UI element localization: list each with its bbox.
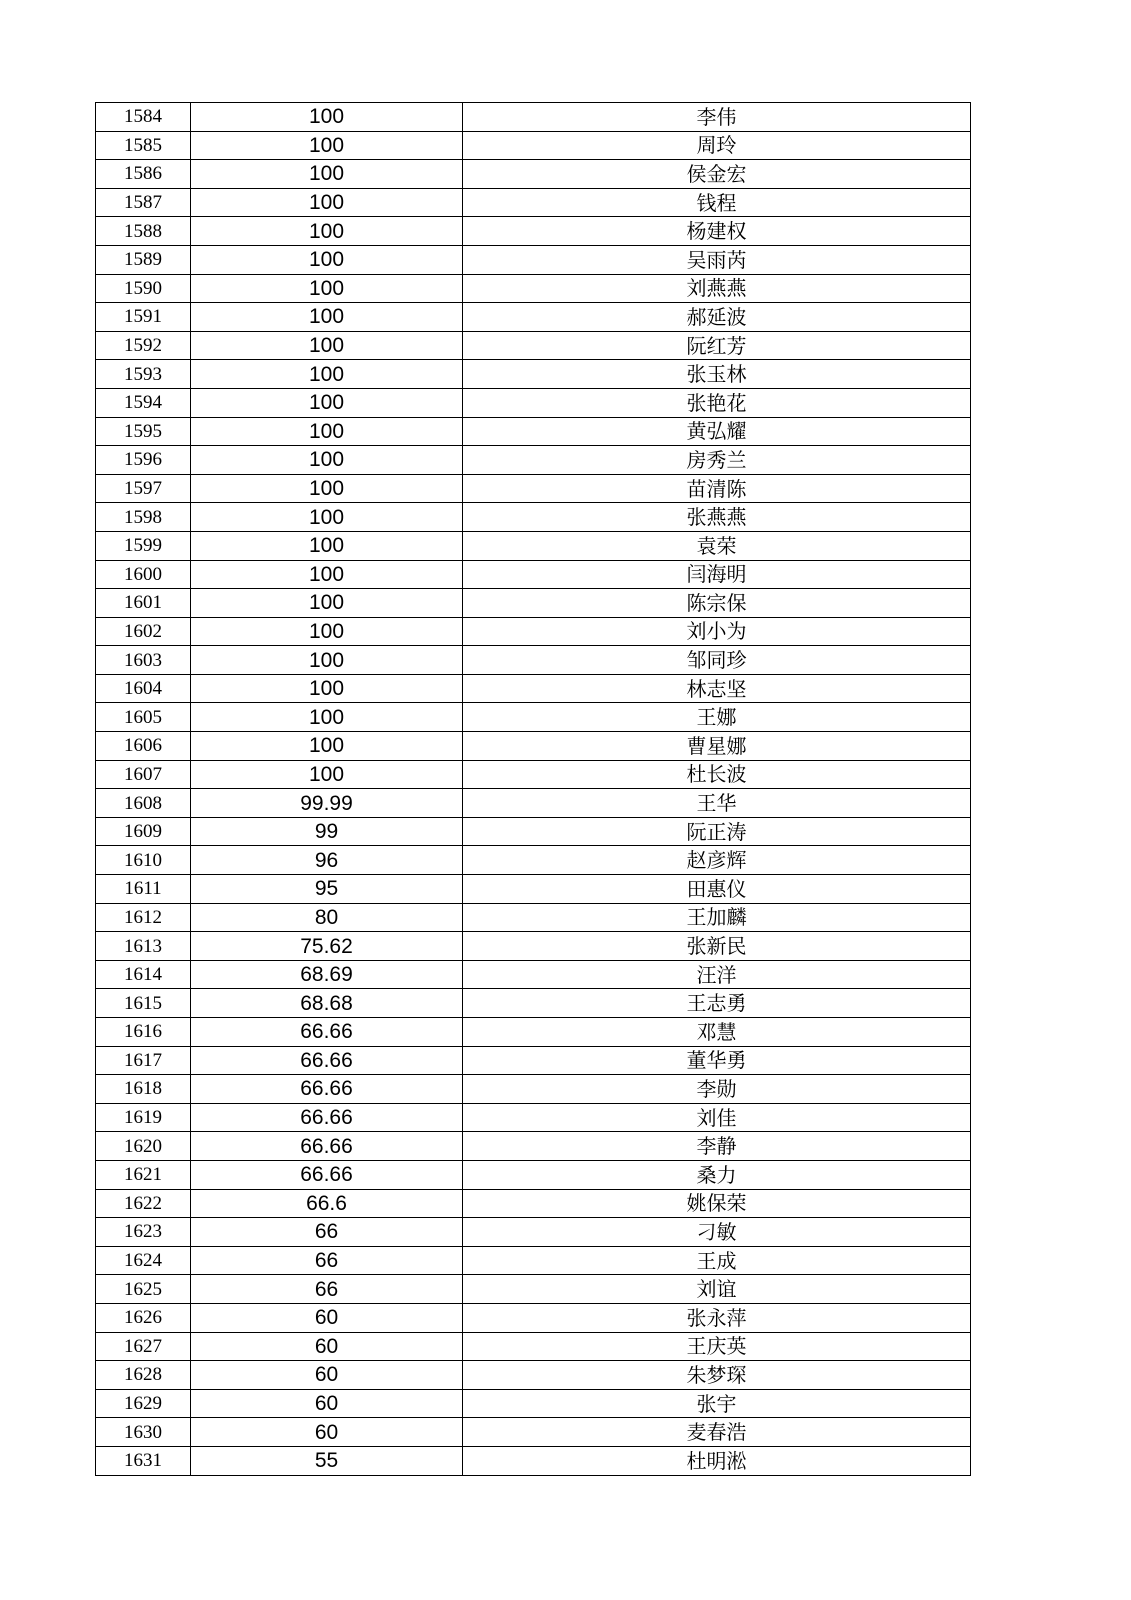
amount-cell: 99 — [191, 817, 463, 846]
name-cell: 张永萍 — [463, 1303, 971, 1332]
table-row — [96, 760, 971, 789]
table-row — [96, 160, 971, 189]
name-cell: 张艳花 — [463, 388, 971, 417]
name-cell: 刘小为 — [463, 617, 971, 646]
row-number-cell: 1619 — [96, 1103, 191, 1132]
amount-cell: 96 — [191, 846, 463, 875]
amount-cell: 100 — [191, 446, 463, 475]
table-row — [96, 474, 971, 503]
name-cell: 陈宗保 — [463, 589, 971, 618]
row-number-cell: 1600 — [96, 560, 191, 589]
name-cell: 刘燕燕 — [463, 274, 971, 303]
amount-cell: 60 — [191, 1361, 463, 1390]
name-cell: 李勋 — [463, 1075, 971, 1104]
amount-cell: 99.99 — [191, 789, 463, 818]
row-number-cell: 1597 — [96, 474, 191, 503]
amount-cell: 100 — [191, 217, 463, 246]
name-cell: 邓慧 — [463, 1018, 971, 1047]
name-cell: 朱梦琛 — [463, 1361, 971, 1390]
name-cell: 王娜 — [463, 703, 971, 732]
amount-cell: 75.62 — [191, 932, 463, 961]
table-row — [96, 1446, 971, 1475]
table-row — [96, 646, 971, 675]
amount-cell: 55 — [191, 1446, 463, 1475]
table-row — [96, 674, 971, 703]
row-number-cell: 1586 — [96, 160, 191, 189]
amount-cell: 100 — [191, 188, 463, 217]
table-row — [96, 1218, 971, 1247]
table-row — [96, 274, 971, 303]
table-row — [96, 1332, 971, 1361]
amount-cell: 100 — [191, 360, 463, 389]
amount-cell: 66.66 — [191, 1018, 463, 1047]
amount-cell: 60 — [191, 1389, 463, 1418]
row-number-cell: 1595 — [96, 417, 191, 446]
amount-cell: 66.66 — [191, 1046, 463, 1075]
table-row — [96, 360, 971, 389]
donation-table — [95, 102, 971, 1476]
row-number-cell: 1629 — [96, 1389, 191, 1418]
name-cell: 杜长波 — [463, 760, 971, 789]
amount-cell: 100 — [191, 331, 463, 360]
row-number-cell: 1589 — [96, 245, 191, 274]
name-cell: 侯金宏 — [463, 160, 971, 189]
row-number-cell: 1585 — [96, 131, 191, 160]
name-cell: 麦春浩 — [463, 1418, 971, 1447]
amount-cell: 100 — [191, 245, 463, 274]
row-number-cell: 1612 — [96, 903, 191, 932]
table-row — [96, 1189, 971, 1218]
amount-cell: 60 — [191, 1418, 463, 1447]
name-cell: 王庆英 — [463, 1332, 971, 1361]
table-row — [96, 1246, 971, 1275]
name-cell: 李伟 — [463, 103, 971, 132]
amount-cell: 100 — [191, 303, 463, 332]
amount-cell: 100 — [191, 589, 463, 618]
amount-cell: 100 — [191, 732, 463, 761]
row-number-cell: 1599 — [96, 531, 191, 560]
row-number-cell: 1626 — [96, 1303, 191, 1332]
amount-cell: 60 — [191, 1332, 463, 1361]
amount-cell: 66.66 — [191, 1160, 463, 1189]
row-number-cell: 1591 — [96, 303, 191, 332]
name-cell: 王华 — [463, 789, 971, 818]
row-number-cell: 1598 — [96, 503, 191, 532]
table-row — [96, 417, 971, 446]
table-row — [96, 617, 971, 646]
name-cell: 房秀兰 — [463, 446, 971, 475]
row-number-cell: 1606 — [96, 732, 191, 761]
row-number-cell: 1609 — [96, 817, 191, 846]
table-row — [96, 589, 971, 618]
amount-cell: 100 — [191, 674, 463, 703]
amount-cell: 80 — [191, 903, 463, 932]
amount-cell: 66.66 — [191, 1103, 463, 1132]
table-row — [96, 875, 971, 904]
row-number-cell: 1610 — [96, 846, 191, 875]
amount-cell: 95 — [191, 875, 463, 904]
amount-cell: 68.68 — [191, 989, 463, 1018]
table-row — [96, 960, 971, 989]
row-number-cell: 1617 — [96, 1046, 191, 1075]
row-number-cell: 1618 — [96, 1075, 191, 1104]
row-number-cell: 1611 — [96, 875, 191, 904]
name-cell: 杨建权 — [463, 217, 971, 246]
row-number-cell: 1604 — [96, 674, 191, 703]
amount-cell: 66.66 — [191, 1075, 463, 1104]
table-row — [96, 817, 971, 846]
table-row — [96, 388, 971, 417]
table-row — [96, 217, 971, 246]
amount-cell: 100 — [191, 388, 463, 417]
table-row — [96, 245, 971, 274]
amount-cell: 100 — [191, 560, 463, 589]
table-row — [96, 446, 971, 475]
row-number-cell: 1584 — [96, 103, 191, 132]
row-number-cell: 1592 — [96, 331, 191, 360]
name-cell: 周玲 — [463, 131, 971, 160]
amount-cell: 100 — [191, 474, 463, 503]
row-number-cell: 1607 — [96, 760, 191, 789]
table-row — [96, 531, 971, 560]
name-cell: 黄弘耀 — [463, 417, 971, 446]
amount-cell: 66.66 — [191, 1132, 463, 1161]
table-row — [96, 188, 971, 217]
row-number-cell: 1603 — [96, 646, 191, 675]
table-row — [96, 1103, 971, 1132]
amount-cell: 68.69 — [191, 960, 463, 989]
amount-cell: 100 — [191, 417, 463, 446]
row-number-cell: 1601 — [96, 589, 191, 618]
row-number-cell: 1621 — [96, 1160, 191, 1189]
row-number-cell: 1627 — [96, 1332, 191, 1361]
table-row — [96, 789, 971, 818]
name-cell: 邹同珍 — [463, 646, 971, 675]
table-row — [96, 1418, 971, 1447]
table-row — [96, 846, 971, 875]
name-cell: 杜明淞 — [463, 1446, 971, 1475]
table-body — [96, 103, 971, 1476]
name-cell: 汪洋 — [463, 960, 971, 989]
table-row — [96, 503, 971, 532]
amount-cell: 100 — [191, 103, 463, 132]
table-row — [96, 1018, 971, 1047]
amount-cell: 100 — [191, 531, 463, 560]
row-number-cell: 1590 — [96, 274, 191, 303]
row-number-cell: 1630 — [96, 1418, 191, 1447]
table-row — [96, 1075, 971, 1104]
name-cell: 阮正涛 — [463, 817, 971, 846]
name-cell: 董华勇 — [463, 1046, 971, 1075]
row-number-cell: 1594 — [96, 388, 191, 417]
name-cell: 赵彦辉 — [463, 846, 971, 875]
amount-cell: 100 — [191, 160, 463, 189]
name-cell: 王成 — [463, 1246, 971, 1275]
name-cell: 张燕燕 — [463, 503, 971, 532]
table-row — [96, 903, 971, 932]
table-row — [96, 1303, 971, 1332]
amount-cell: 100 — [191, 760, 463, 789]
row-number-cell: 1605 — [96, 703, 191, 732]
table-row — [96, 1361, 971, 1390]
name-cell: 郝延波 — [463, 303, 971, 332]
row-number-cell: 1624 — [96, 1246, 191, 1275]
row-number-cell: 1631 — [96, 1446, 191, 1475]
amount-cell: 60 — [191, 1303, 463, 1332]
amount-cell: 66 — [191, 1275, 463, 1304]
amount-cell: 66 — [191, 1218, 463, 1247]
row-number-cell: 1587 — [96, 188, 191, 217]
name-cell: 桑力 — [463, 1160, 971, 1189]
table-row — [96, 560, 971, 589]
table-row — [96, 103, 971, 132]
table-row — [96, 989, 971, 1018]
name-cell: 张玉林 — [463, 360, 971, 389]
name-cell: 阮红芳 — [463, 331, 971, 360]
name-cell: 王志勇 — [463, 989, 971, 1018]
name-cell: 李静 — [463, 1132, 971, 1161]
row-number-cell: 1596 — [96, 446, 191, 475]
amount-cell: 100 — [191, 274, 463, 303]
name-cell: 吴雨芮 — [463, 245, 971, 274]
table-row — [96, 303, 971, 332]
row-number-cell: 1625 — [96, 1275, 191, 1304]
table-row — [96, 732, 971, 761]
table-row — [96, 932, 971, 961]
row-number-cell: 1613 — [96, 932, 191, 961]
table-row — [96, 703, 971, 732]
name-cell: 姚保荣 — [463, 1189, 971, 1218]
name-cell: 张宇 — [463, 1389, 971, 1418]
table-row — [96, 1160, 971, 1189]
table-row — [96, 331, 971, 360]
name-cell: 袁荣 — [463, 531, 971, 560]
name-cell: 田惠仪 — [463, 875, 971, 904]
name-cell: 闫海明 — [463, 560, 971, 589]
table-row — [96, 1132, 971, 1161]
table-row — [96, 1275, 971, 1304]
name-cell: 张新民 — [463, 932, 971, 961]
row-number-cell: 1616 — [96, 1018, 191, 1047]
table-row — [96, 131, 971, 160]
amount-cell: 100 — [191, 646, 463, 675]
amount-cell: 66.6 — [191, 1189, 463, 1218]
amount-cell: 100 — [191, 503, 463, 532]
name-cell: 苗清陈 — [463, 474, 971, 503]
amount-cell: 66 — [191, 1246, 463, 1275]
amount-cell: 100 — [191, 703, 463, 732]
name-cell: 刁敏 — [463, 1218, 971, 1247]
row-number-cell: 1602 — [96, 617, 191, 646]
row-number-cell: 1628 — [96, 1361, 191, 1390]
name-cell: 刘谊 — [463, 1275, 971, 1304]
name-cell: 钱程 — [463, 188, 971, 217]
row-number-cell: 1588 — [96, 217, 191, 246]
row-number-cell: 1622 — [96, 1189, 191, 1218]
name-cell: 林志坚 — [463, 674, 971, 703]
name-cell: 曹星娜 — [463, 732, 971, 761]
row-number-cell: 1593 — [96, 360, 191, 389]
table-row — [96, 1389, 971, 1418]
row-number-cell: 1614 — [96, 960, 191, 989]
amount-cell: 100 — [191, 131, 463, 160]
row-number-cell: 1615 — [96, 989, 191, 1018]
amount-cell: 100 — [191, 617, 463, 646]
row-number-cell: 1620 — [96, 1132, 191, 1161]
name-cell: 刘佳 — [463, 1103, 971, 1132]
table-row — [96, 1046, 971, 1075]
name-cell: 王加麟 — [463, 903, 971, 932]
row-number-cell: 1623 — [96, 1218, 191, 1247]
row-number-cell: 1608 — [96, 789, 191, 818]
